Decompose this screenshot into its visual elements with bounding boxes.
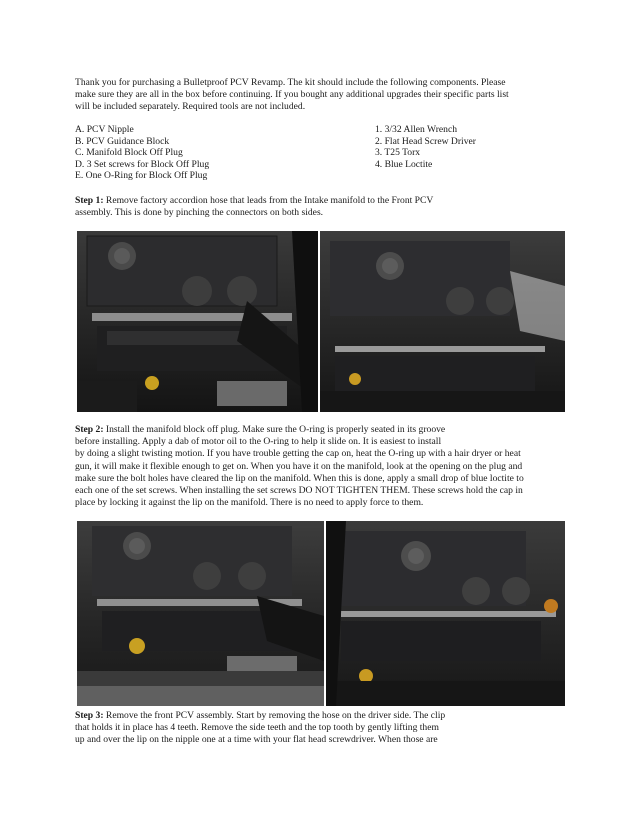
step3-line: that holds it in place has 4 teeth. Remove the side teeth and the top tooth by gently lifting them xyxy=(75,722,439,734)
engine-photo-step1-before xyxy=(77,231,318,412)
step3-label: Step 3: xyxy=(75,710,104,721)
tool-item: 3. T25 Torx xyxy=(375,147,421,159)
step2-paragraph xyxy=(75,424,565,509)
step2-text: Install the manifold block off plug. Make sure the O-ring is properly seated in its groove xyxy=(103,424,446,435)
step1-line: assembly. This is done by pinching the connectors on both sides. xyxy=(75,207,324,219)
component-item: E. One O-Ring for Block Off Plug xyxy=(75,170,208,182)
tool-item: 2. Flat Head Screw Driver xyxy=(375,135,476,147)
intro-line: will be included separately. Required tools are not included. xyxy=(75,101,306,113)
component-item: C. Manifold Block Off Plug xyxy=(75,147,183,159)
component-item: A. PCV Nipple xyxy=(75,124,134,135)
step3-paragraph xyxy=(75,710,565,747)
step2-line: place by locking it against the lip on the manifold. There is no need to apply force to them. xyxy=(75,497,424,509)
tool-item: 1. 3/32 Allen Wrench xyxy=(375,124,458,135)
tool-item: 4. Blue Loctite xyxy=(375,158,433,170)
step3-line: up and over the lip on the nipple one at a time with your flat head screwdriver. When those are xyxy=(75,734,438,746)
step2-label: Step 2: xyxy=(75,424,104,435)
engine-photo-step2-after xyxy=(326,521,565,706)
step2-line: by doing a slight twisting motion. If you have trouble getting the cap on, heat the O-ring up with a hair dryer or heat xyxy=(75,448,521,460)
step3-text: Remove the front PCV assembly. Start by removing the hose on the driver side. The clip xyxy=(103,710,446,721)
engine-photo-step1-after xyxy=(320,231,565,412)
step2-line: make sure the bolt holes have cleared the lip on the manifold. When this is done, apply a small drop of blue loctite to xyxy=(75,472,524,484)
step1-text: Remove factory accordion hose that leads from the Intake manifold to the Front PCV xyxy=(103,195,434,206)
tools-list xyxy=(375,124,476,170)
component-item: B. PCV Guidance Block xyxy=(75,135,170,147)
engine-photo-step2-before xyxy=(77,521,324,706)
components-list xyxy=(75,124,209,182)
intro-line: Thank you for purchasing a Bulletproof PCV Revamp. The kit should include the following components. Please xyxy=(75,77,506,88)
component-item: D. 3 Set screws for Block Off Plug xyxy=(75,158,210,170)
step2-line: gun, it will make it flexible enough to get on. When you have it on the manifold, look at the opening on the plug and xyxy=(75,460,523,472)
step2-line: before installing. Apply a dab of motor oil to the O-ring to help it slide on. It is easiest to install xyxy=(75,436,442,448)
step2-line: each one of the set screws. When installing the set screws DO NOT TIGHTEN THEM. These screws hold the cap in xyxy=(75,485,523,497)
step1-paragraph xyxy=(75,195,565,219)
step1-label: Step 1: xyxy=(75,195,104,206)
intro-paragraph xyxy=(75,77,565,114)
intro-line: make sure they are all in the box before continuing. If you bought any additional upgrades their specific parts list xyxy=(75,89,509,101)
